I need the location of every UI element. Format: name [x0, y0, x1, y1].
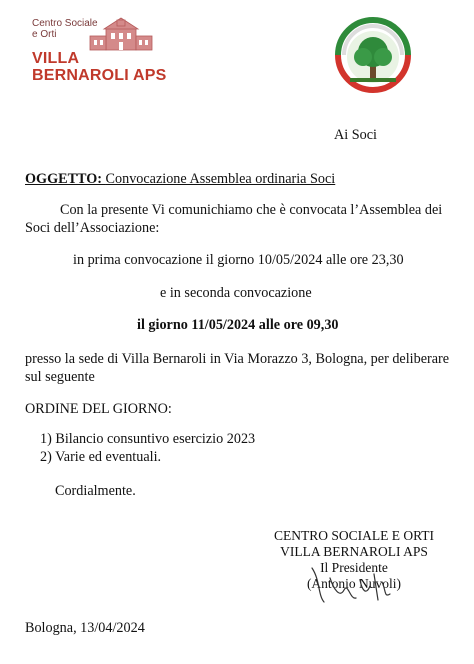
intro-line-2: Soci dell’Associazione: [25, 220, 160, 236]
signature-role: Il Presidente [320, 560, 388, 575]
org-logo [28, 14, 167, 89]
subject-label: OGGETTO: [25, 171, 102, 187]
villa-building-icon [86, 16, 156, 52]
agenda-item: 2) Varie ed eventuali. [40, 449, 162, 465]
org-logo-small-line2: e Orti [32, 29, 57, 40]
agenda-item: 1) Bilancio consuntivo esercizio 2023 [40, 431, 256, 447]
signature-org-line1: CENTRO SOCIALE E ORTI [273, 528, 435, 543]
signature-name: (Antonio Nuvoli) [306, 576, 402, 591]
org-logo-name-line1: VILLA [32, 50, 80, 67]
second-call-line: e in seconda convocazione [160, 285, 312, 301]
recipient: Ai Soci [334, 127, 377, 143]
org-logo-small-line1: Centro Sociale [32, 18, 98, 29]
place-line-1: presso la sede di Villa Bernaroli in Via Morazzo 3, Bologna, per deliberare [25, 351, 450, 367]
place-date: Bologna, 13/04/2024 [25, 620, 145, 636]
intro-line-1: Con la presente Vi comunichiamo che è convocata l’Assemblea dei [60, 202, 443, 218]
closing: Cordialmente. [55, 483, 136, 499]
association-emblem-icon [330, 12, 416, 98]
meeting-date-line: il giorno 11/05/2024 alle ore 09,30 [137, 317, 339, 333]
org-logo-name-line2: BERNAROLI APS [32, 67, 167, 84]
agenda-title: ORDINE DEL GIORNO: [25, 401, 172, 417]
subject-text: Convocazione Assemblea ordinaria Soci [105, 171, 336, 187]
handwritten-signature-icon [300, 560, 400, 610]
subject-line [25, 170, 335, 188]
place-line-2: sul seguente [25, 369, 95, 385]
first-call-line: in prima convocazione il giorno 10/05/2024 alle ore 23,30 [73, 252, 404, 268]
signature-org-line2: VILLA BERNAROLI APS [280, 544, 428, 559]
